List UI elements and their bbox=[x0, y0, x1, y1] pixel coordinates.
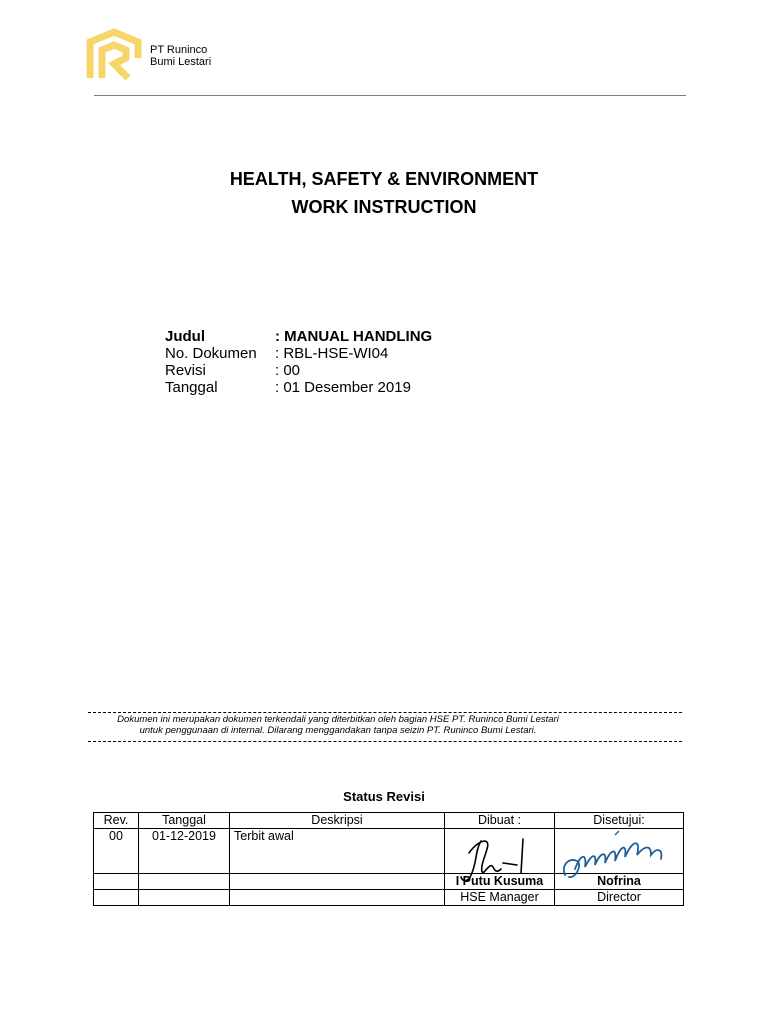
cell-empty bbox=[139, 874, 230, 890]
header-divider bbox=[94, 95, 686, 96]
signature-dibuat bbox=[445, 829, 555, 889]
document-meta bbox=[165, 328, 432, 396]
cell-rev: 00 bbox=[94, 829, 139, 874]
disclaimer-divider-bottom bbox=[88, 741, 682, 742]
meta-row-judul bbox=[165, 328, 432, 345]
meta-value: : 01 Desember 2019 bbox=[275, 379, 411, 396]
meta-key: Judul bbox=[165, 328, 205, 345]
cell-empty bbox=[94, 874, 139, 890]
cell-empty bbox=[230, 874, 445, 890]
revision-table-title: Status Revisi bbox=[343, 789, 425, 804]
header-dibuat: Dibuat : bbox=[445, 813, 555, 829]
company-name bbox=[150, 44, 211, 68]
disclaimer-line1: Dokumen ini merupakan dokumen terkendali yang diterbitkan oleh bagian HSE PT. Runinco Bumi Lestari bbox=[117, 714, 559, 725]
meta-value: : 00 bbox=[275, 362, 301, 379]
disetujui-title: Director bbox=[555, 890, 684, 906]
dibuat-title: HSE Manager bbox=[445, 890, 555, 906]
meta-key: Revisi bbox=[165, 362, 206, 379]
disclaimer-text bbox=[88, 714, 588, 736]
company-logo bbox=[84, 28, 144, 80]
cell-empty bbox=[139, 890, 230, 906]
cell-tanggal: 01-12-2019 bbox=[139, 829, 230, 874]
meta-value: : RBL-HSE-WI04 bbox=[275, 345, 389, 362]
revision-table bbox=[93, 812, 684, 906]
cell-deskripsi: Terbit awal bbox=[230, 829, 445, 874]
table-row bbox=[94, 829, 684, 874]
meta-row-revisi bbox=[165, 362, 432, 379]
dibuat-name: I Putu Kusuma bbox=[445, 874, 555, 890]
signature-disetujui bbox=[555, 829, 683, 893]
meta-row-tanggal bbox=[165, 379, 432, 396]
signature-cell-dibuat bbox=[445, 829, 555, 874]
company-name-line1: PT Runinco bbox=[150, 44, 208, 56]
cell-empty bbox=[230, 890, 445, 906]
header-rev: Rev. bbox=[94, 813, 139, 829]
company-name-line2: Bumi Lestari bbox=[150, 56, 212, 68]
header-tanggal: Tanggal bbox=[139, 813, 230, 829]
document-title-line1: HEALTH, SAFETY & ENVIRONMENT bbox=[229, 169, 539, 189]
cell-empty bbox=[94, 890, 139, 906]
disetujui-name: Nofrina bbox=[555, 874, 684, 890]
meta-key: No. Dokumen bbox=[165, 345, 257, 362]
disclaimer-divider-top bbox=[88, 712, 682, 713]
document-title-line2: WORK INSTRUCTION bbox=[291, 197, 477, 217]
meta-value: : MANUAL HANDLING bbox=[275, 328, 433, 345]
table-header-row bbox=[94, 813, 684, 829]
meta-row-no-dokumen bbox=[165, 345, 432, 362]
header-deskripsi: Deskripsi bbox=[230, 813, 445, 829]
header-disetujui: Disetujui: bbox=[555, 813, 684, 829]
meta-key: Tanggal bbox=[165, 379, 218, 396]
signature-cell-disetujui bbox=[555, 829, 684, 874]
disclaimer-line2: untuk penggunaan di internal. Dilarang menggandakan tanpa seizin PT. Runinco Bumi Lestari. bbox=[139, 725, 537, 736]
